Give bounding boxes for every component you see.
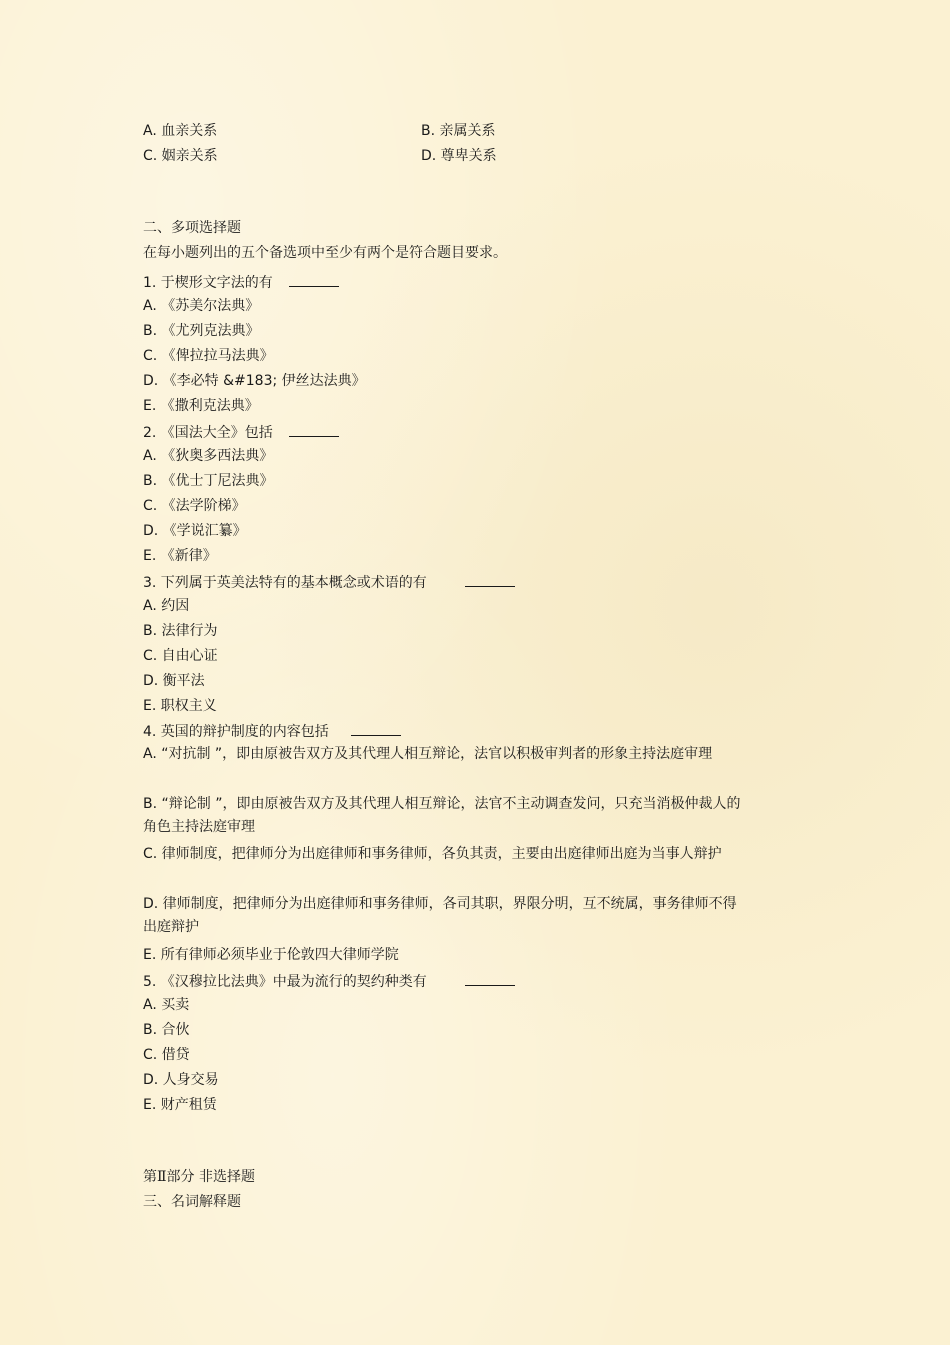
question-2-text: 2. 《国法大全》包括 xyxy=(143,425,273,441)
question-stem xyxy=(143,422,339,442)
question-5-option-c: C. 借贷 xyxy=(143,1047,190,1063)
question-1-option-e: E. 《撒利克法典》 xyxy=(143,398,259,414)
question-4-option-e: E. 所有律师必须毕业于伦敦四大律师学院 xyxy=(143,947,399,963)
answer-blank xyxy=(465,971,515,986)
question-stem xyxy=(143,721,401,741)
question-1-option-b: B. 《尤列克法典》 xyxy=(143,323,260,339)
question-3-option-a: A. 约因 xyxy=(143,598,190,614)
question-4-option-c: C. 律师制度，把律师分为出庭律师和事务律师，各负其责，主要由出庭律师出庭为当事人辩护 xyxy=(143,846,722,862)
question-stem xyxy=(143,272,339,292)
option-b: B. 亲属关系 xyxy=(421,123,496,139)
option-c: C. 姻亲关系 xyxy=(143,148,218,164)
option-row xyxy=(143,147,497,165)
option-row xyxy=(143,122,496,140)
question-3-option-e: E. 职权主义 xyxy=(143,698,217,714)
question-stem xyxy=(143,572,515,592)
question-1-option-c: C. 《俾拉拉马法典》 xyxy=(143,348,274,364)
answer-blank xyxy=(289,272,339,287)
question-stem xyxy=(143,971,515,991)
question-2-option-b: B. 《优士丁尼法典》 xyxy=(143,473,274,489)
part-title: 第Ⅱ部分 非选择题 xyxy=(143,1169,255,1185)
question-3-text: 3. 下列属于英美法特有的基本概念或术语的有 xyxy=(143,575,427,591)
question-3-option-c: C. 自由心证 xyxy=(143,648,218,664)
question-3-option-b: B. 法律行为 xyxy=(143,623,218,639)
option-d: D. 尊卑关系 xyxy=(421,148,497,164)
question-5-text: 5. 《汉穆拉比法典》中最为流行的契约种类有 xyxy=(143,974,427,990)
question-4-option-a: A. “对抗制 ”，即由原被告双方及其代理人相互辩论，法官以积极审判者的形象主持法庭审理 xyxy=(143,746,713,762)
question-5-option-d: D. 人身交易 xyxy=(143,1072,219,1088)
question-4-option-b: B. “辩论制 ”，即由原被告双方及其代理人相互辩论，法官不主动调查发问，只充当消极仲裁人的角色主持法庭审理 xyxy=(143,796,741,835)
question-2-option-d: D. 《学说汇纂》 xyxy=(143,523,247,539)
question-4-option-d: D. 律师制度，把律师分为出庭律师和事务律师，各司其职，界限分明，互不统属，事务律师不得出庭辩护 xyxy=(143,896,737,935)
question-2-option-c: C. 《法学阶梯》 xyxy=(143,498,246,514)
question-1-text: 1. 于楔形文字法的有 xyxy=(143,275,273,291)
answer-blank xyxy=(465,572,515,587)
question-1-option-a: A. 《苏美尔法典》 xyxy=(143,298,260,314)
question-3-option-d: D. 衡平法 xyxy=(143,673,205,689)
answer-blank xyxy=(351,721,401,736)
question-2-option-e: E. 《新律》 xyxy=(143,548,217,564)
question-2-option-a: A. 《狄奥多西法典》 xyxy=(143,448,274,464)
section-title: 三、名词解释题 xyxy=(143,1194,241,1210)
question-5-option-a: A. 买卖 xyxy=(143,997,190,1013)
question-4-text: 4. 英国的辩护制度的内容包括 xyxy=(143,724,329,740)
question-5-option-b: B. 合伙 xyxy=(143,1022,190,1038)
question-1-option-d: D. 《李必特 &#183; 伊丝达法典》 xyxy=(143,373,366,389)
answer-blank xyxy=(289,422,339,437)
option-a: A. 血亲关系 xyxy=(143,123,218,139)
section-instruction: 在每小题列出的五个备选项中至少有两个是符合题目要求。 xyxy=(143,245,507,261)
section-title: 二、多项选择题 xyxy=(143,220,241,236)
question-5-option-e: E. 财产租赁 xyxy=(143,1097,217,1113)
